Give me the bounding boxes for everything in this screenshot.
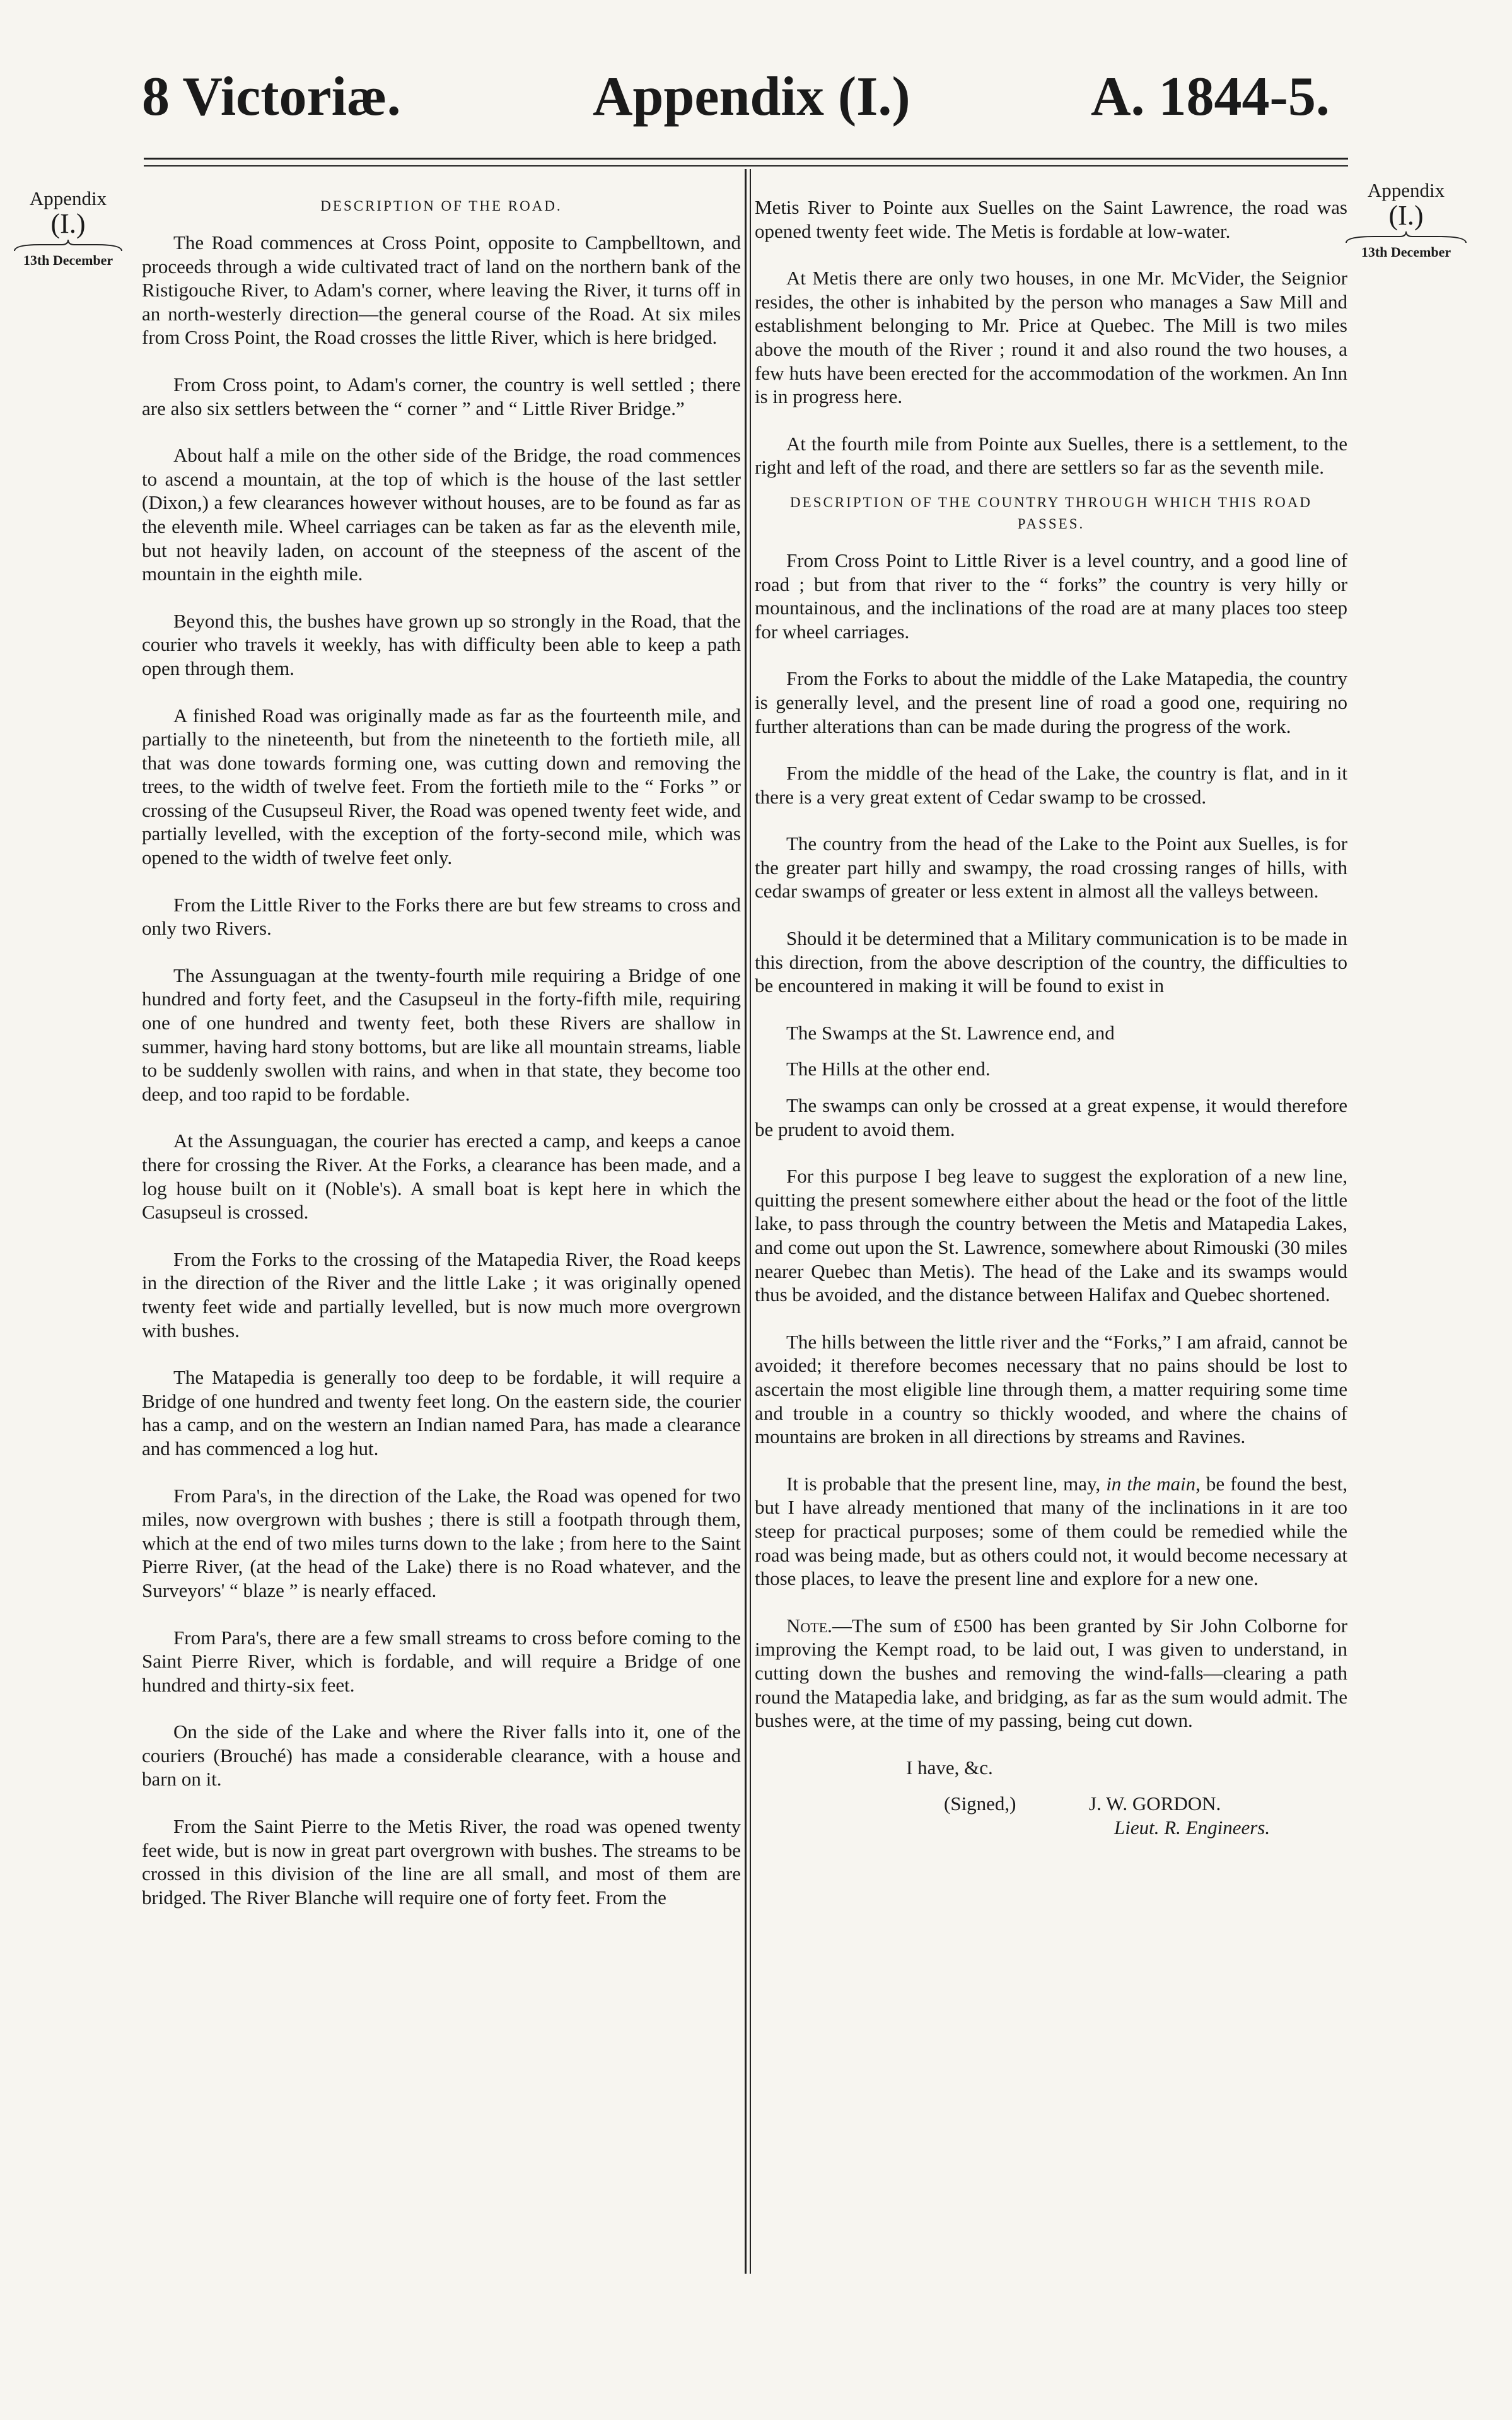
column-divider-inner	[750, 169, 751, 2274]
text-run: , be found the best, but I have already mentioned that many of the inclinations in it are too steep for practical purposes; some of them could be remedied while the road was being made, but as others could not, it would become necessary at those places, to leave the present line and explore for a new one.	[755, 1472, 1347, 1590]
margin-note-date: 13th December	[23, 252, 113, 269]
paragraph: The Swamps at the St. Lawrence end, and	[786, 1021, 1115, 1044]
paragraph: The country from the head of the Lake to the Point aux Suelles, is for the greater part hilly and swampy, the road crossing ranges of hills, with cedar swamps of greater or less extent in almost all the valleys between.	[755, 833, 1347, 903]
paragraph: Should it be determined that a Military communication is to be made in this direction, from the above description of the country, the difficulties to be encountered in making it will be found to exist in	[755, 927, 1347, 997]
margin-brace	[1343, 230, 1469, 244]
paragraph: From the middle of the head of the Lake, the country is flat, and in it there is a very great extent of Cedar swamp to be crossed.	[755, 762, 1347, 808]
header-appendix: Appendix (I.)	[593, 66, 910, 127]
margin-note-number: (I.)	[50, 208, 86, 240]
header-session: 8 Victoriæ.	[142, 66, 401, 127]
margin-note-title: Appendix	[1367, 179, 1445, 201]
paragraph: From the Little River to the Forks there are but few streams to cross and only two Rivers.	[142, 893, 741, 940]
signer-title-line	[755, 1816, 1347, 1840]
margin-note-title: Appendix	[29, 187, 107, 209]
note-text: —The sum of £500 has been granted by Sir John Colborne for improving the Kempt road, to be laid out, I was given to understand, in cutting down the bushes and removing the wind-falls—clearing a path round the Matapedia lake, and bridging, as far as the sum would admit. The bushes were, at the time of my passing, being cut down.	[755, 1614, 1347, 1732]
margin-note-left	[11, 188, 125, 269]
closing: I have, &c.	[906, 1756, 993, 1779]
paragraph: The Road commences at Cross Point, opposite to Campbelltown, and proceeds through a wide cultivated tract of land on the northern bank of the Ristigouche River, to Adam's corner, where leaving the River, it turns off in an north-westerly direction—the general course of the Road. At six miles from Cross Point, the Road crosses the little River, which is here bridged.	[142, 231, 741, 349]
signature-line	[755, 1792, 1347, 1816]
paragraph: From Cross point, to Adam's corner, the country is well settled ; there are also six settlers between the “ corner ” and “ Little River Bridge.”	[142, 373, 741, 419]
paragraph: The Hills at the other end.	[786, 1058, 991, 1080]
paragraph-note	[755, 1614, 1347, 1733]
paragraph: The Matapedia is generally too deep to be fordable, it will require a Bridge of one hundred and twenty feet long. On the eastern side, the courier has a camp, and on the western an Indian named Para, has made a clearance and has commenced a log hut.	[142, 1366, 741, 1459]
paragraph: On the side of the Lake and where the River falls into it, one of the couriers (Brouché) has made a considerable clearance, with a house and barn on it.	[142, 1721, 741, 1791]
paragraph: From Para's, in the direction of the Lake, the Road was opened for two miles, now overgrown with bushes ; there is still a footpath through them, which at the end of two miles turns down to the lake ; from here to the Saint Pierre River, (at the head of the Lake) there is no Road whatever, and the Surveyors' “ blaze ” is nearly effaced.	[142, 1484, 741, 1601]
paragraph: The hills between the little river and the “Forks,” I am afraid, cannot be avoided; it therefore becomes necessary that no pains should be lost to ascertain the most eligible line through them, a matter requiring some time and trouble in a country so thickly wooded, and where the chains of mountains are broken in all directions by streams and Ravines.	[755, 1330, 1347, 1448]
paragraph: From the Forks to the crossing of the Matapedia River, the Road keeps in the direction of the River and the little Lake ; it was originally opened twenty feet wide and partially levelled, but is now much more overgrown with bushes.	[142, 1248, 741, 1342]
header-year: A. 1844-5.	[1091, 66, 1330, 127]
paragraph: The swamps can only be crossed at a great expense, it would therefore be prudent to avoid them.	[755, 1094, 1347, 1140]
margin-note-number: (I.)	[1388, 200, 1424, 231]
paragraph: At the fourth mile from Pointe aux Suelles, there is a settlement, to the right and left of the road, and there are settlers so far as the seventh mile.	[755, 432, 1347, 479]
paragraph: At Metis there are only two houses, in one Mr. McVider, the Seignior resides, the other is inhabited by the person who manages a Saw Mill and establishment belonging to Mr. Price at Quebec. The Mill is two miles above the mouth of the River ; round it and also round the two houses, a few huts have been erected for the accommodation of the workmen. An Inn is in progress here.	[755, 267, 1347, 408]
paragraph: Beyond this, the bushes have grown up so strongly in the Road, that the courier who travels it weekly, has with difficulty been able to keep a path open through them.	[142, 609, 741, 679]
section-heading-country: DESCRIPTION OF THE COUNTRY THROUGH WHICH THIS ROAD PASSES.	[790, 494, 1312, 532]
paragraph: The Assunguagan at the twenty-fourth mile requiring a Bridge of one hundred and forty feet, and the Casupseul in the forty-fifth mile, requiring one of one hundred and twenty feet, both these Rivers are shallow in summer, having hard stony bottoms, but are like all mountain streams, liable to be suddenly swollen with rains, and when in that state, they become too deep, and too rapid to be fordable.	[142, 964, 741, 1105]
header-rule-thick	[144, 158, 1348, 160]
note-label: Note.	[786, 1614, 832, 1637]
paragraph: A finished Road was originally made as far as the fourteenth mile, and partially to the nineteenth, but from the nineteenth to the fortieth mile, all that was done towards forming one, was cutting down and removing the trees, to the width of twelve feet. From the fortieth mile to the “ Forks ” or crossing of the Cusupseul River, the Road was opened twenty feet wide, and partially levelled, with the exception of the forty-second mile, which was opened to the width of twelve feet only.	[142, 704, 741, 869]
header-rule-thin	[144, 165, 1348, 167]
text-run-italic: in the main	[1106, 1472, 1196, 1495]
paragraph: From Para's, there are a few small streams to cross before coming to the Saint Pierre River, which is fordable, and will require a Bridge of one hundred and thirty-six feet.	[142, 1626, 741, 1696]
paragraph: For this purpose I beg leave to suggest the exploration of a new line, quitting the present somewhere either about the head or the foot of the little lake, to pass through the country between the Metis and Matapedia Lakes, and come out upon the St. Lawrence, somewhere about Rimouski (30 miles nearer Quebec than Metis). The head of the Lake and its swamps would thus be avoided, and the distance between Halifax and Quebec shortened.	[755, 1165, 1347, 1306]
paragraph: At the Assunguagan, the courier has erected a camp, and keeps a canoe there for crossing the River. At the Forks, a clearance has been made, and a log house built on it (Noble's). A small boat is kept here in which the Casupseul is crossed.	[142, 1130, 741, 1224]
signer-title: Lieut. R. Engineers.	[1114, 1816, 1271, 1838]
text-run: It is probable that the present line, may,	[786, 1472, 1107, 1495]
paragraph: From Cross Point to Little River is a level country, and a good line of road ; but from that river to the “ forks” the country is very hilly or mountainous, and the inclinations of the road are at many places too steep for wheel carriages.	[755, 549, 1347, 643]
paragraph-probable	[755, 1472, 1347, 1591]
closing-line	[755, 1756, 1347, 1780]
signer-name: J. W. GORDON.	[1089, 1792, 1221, 1815]
margin-note-right	[1343, 180, 1469, 261]
paragraph: From the Forks to about the middle of the Lake Matapedia, the country is generally level, and the present line of road a good one, requiring no further alterations than can be made during the progress of the work.	[755, 667, 1347, 737]
margin-note-date: 13th December	[1361, 244, 1451, 260]
page-header	[0, 66, 1512, 151]
column-divider	[745, 169, 747, 2274]
signed-label: (Signed,)	[944, 1792, 1016, 1815]
paragraph-continuation: Metis River to Pointe aux Suelles on the Saint Lawrence, the road was opened twenty feet wide. The Metis is fordable at low-water.	[755, 196, 1347, 242]
right-column	[755, 196, 1347, 1839]
paragraph: From the Saint Pierre to the Metis River, the road was opened twenty feet wide, but is now in great part overgrown with bushes. The streams to be crossed in this division of the line are all small, and most of them are bridged. The River Blanche will require one of forty feet. From the	[142, 1815, 741, 1909]
paragraph: About half a mile on the other side of the Bridge, the road commences to ascend a mountain, at the top of which is the house of the last settler (Dixon,) a few clearances however without houses, are to be found as far as the eleventh mile. Wheel carriages can be taken as far as the eleventh mile, but not heavily laden, on account of the steepness of the ascent of the mountain in the eighth mile.	[142, 444, 741, 585]
margin-brace	[11, 238, 125, 252]
left-column	[142, 196, 741, 1932]
section-heading-road: DESCRIPTION OF THE ROAD.	[320, 198, 562, 214]
